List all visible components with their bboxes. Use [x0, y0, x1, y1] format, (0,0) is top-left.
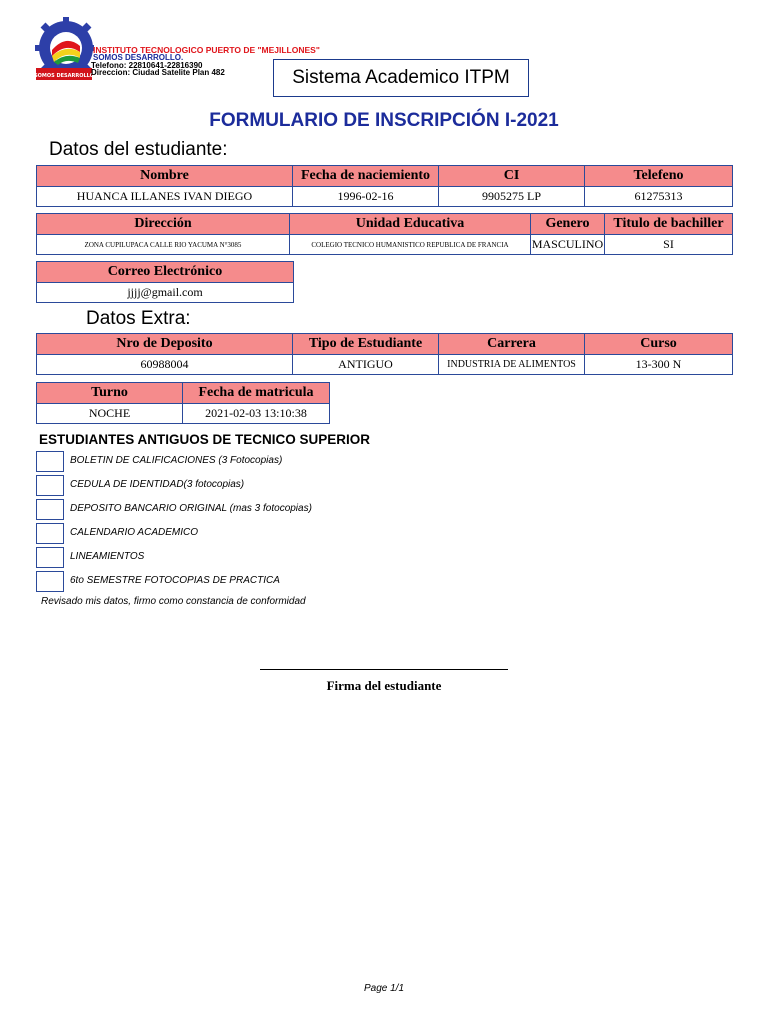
header-telefono: Telefeno — [585, 166, 733, 187]
header-correo: Correo Electrónico — [37, 262, 294, 283]
checklist-label: 6to SEMESTRE FOTOCOPIAS DE PRACTICA — [70, 575, 280, 586]
value-curso: 13-300 N — [585, 355, 733, 375]
value-tipo-estudiante: ANTIGUO — [293, 355, 439, 375]
student-detail-table — [36, 213, 733, 255]
form-title: FORMULARIO DE INSCRIPCIÓN I-2021 — [209, 110, 559, 131]
checkbox-boletin[interactable] — [36, 451, 64, 472]
value-direccion: ZONA CUPILUPACA CALLE RIO YACUMA N°3085 — [37, 235, 290, 255]
value-carrera: INDUSTRIA DE ALIMENTOS — [439, 355, 585, 375]
header-carrera: Carrera — [439, 334, 585, 355]
institution-name: INSTITUTO TECNOLOGICO PUERTO DE "MEJILLONES" — [93, 45, 320, 55]
value-telefono: 61275313 — [585, 187, 733, 207]
student-section-heading: Datos del estudiante: — [49, 139, 228, 160]
header-ci: CI — [439, 166, 585, 187]
checklist-label: DEPOSITO BANCARIO ORIGINAL (mas 3 fotocopias) — [70, 503, 312, 514]
signature-line — [260, 669, 508, 670]
header-turno: Turno — [37, 383, 183, 404]
requirements-title: ESTUDIANTES ANTIGUOS DE TECNICO SUPERIOR — [39, 432, 371, 447]
checkbox-lineamientos[interactable] — [36, 547, 64, 568]
signature-label: Firma del estudiante — [326, 678, 442, 693]
header-genero: Genero — [531, 214, 605, 235]
checklist-label: LINEAMIENTOS — [70, 551, 145, 562]
value-unidad-educativa: COLEGIO TECNICO HUMANISTICO REPUBLICA DE FRANCIA — [290, 235, 531, 255]
value-ci: 9905275 LP — [439, 187, 585, 207]
checkbox-deposito[interactable] — [36, 499, 64, 520]
institution-slogan: SOMOS DESARROLLO. — [93, 53, 184, 62]
extra-main-table — [36, 333, 733, 375]
value-titulo-bachiller: SI — [605, 235, 733, 255]
value-turno: NOCHE — [37, 404, 183, 424]
checkbox-calendario[interactable] — [36, 523, 64, 544]
extra-section-heading: Datos Extra: — [86, 308, 191, 329]
checklist-label: CEDULA DE IDENTIDAD(3 fotocopias) — [70, 479, 245, 490]
student-email-table — [36, 261, 294, 303]
system-title: Sistema Academico ITPM — [273, 59, 529, 97]
value-fecha-matricula: 2021-02-03 13:10:38 — [183, 404, 330, 424]
header-fecha-nacimiento: Fecha de naciemiento — [293, 166, 439, 187]
header-nombre: Nombre — [37, 166, 293, 187]
logo-text: SOMOS DESARROLLO — [34, 73, 94, 79]
institution-logo — [34, 16, 94, 86]
page-number: Page 1/1 — [363, 983, 405, 994]
header-curso: Curso — [585, 334, 733, 355]
checklist-label: CALENDARIO ACADEMICO — [70, 527, 198, 538]
value-fecha-nacimiento: 1996-02-16 — [293, 187, 439, 207]
header-nro-deposito: Nro de Deposito — [37, 334, 293, 355]
value-nombre: HUANCA ILLANES IVAN DIEGO — [37, 187, 293, 207]
header-unidad-educativa: Unidad Educativa — [290, 214, 531, 235]
student-basic-table — [36, 165, 733, 207]
value-genero: MASCULINO — [531, 235, 605, 255]
extra-turno-table — [36, 382, 330, 424]
header-tipo-estudiante: Tipo de Estudiante — [293, 334, 439, 355]
institution-phone: Telefono: 22810641-22816390 — [91, 61, 203, 70]
value-nro-deposito: 60988004 — [37, 355, 293, 375]
header-titulo-bachiller: Titulo de bachiller — [605, 214, 733, 235]
checkbox-practica[interactable] — [36, 571, 64, 592]
header-fecha-matricula: Fecha de matricula — [183, 383, 330, 404]
review-note: Revisado mis datos, firmo como constancia de conformidad — [41, 596, 306, 607]
checklist-label: BOLETIN DE CALIFICACIONES (3 Fotocopias) — [70, 455, 283, 466]
value-correo: jjjj@gmail.com — [37, 283, 294, 303]
checkbox-cedula[interactable] — [36, 475, 64, 496]
header-direccion: Dirección — [37, 214, 290, 235]
institution-address: Direccion: Ciudad Satelite Plan 482 — [91, 68, 225, 77]
